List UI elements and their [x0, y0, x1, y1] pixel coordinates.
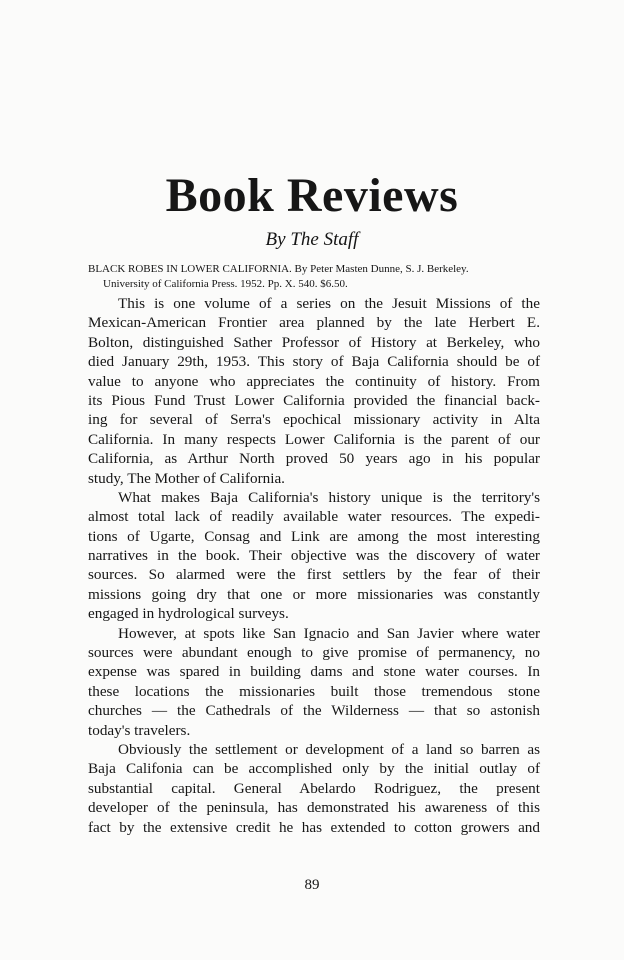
text-line: almost total lack of readily available water resources. The expedi-: [88, 508, 540, 526]
text-line: California, as Arthur North proved 50 years ago in his popular: [88, 450, 540, 468]
text-line: developer of the peninsula, has demonstrated his awareness of this: [88, 799, 540, 817]
text-line: California. In many respects Lower California is the parent of our: [88, 430, 540, 448]
text-line: sources. So alarmed were the first settlers by the fear of their: [88, 566, 540, 584]
text-line: ing for several of Serra's epochical missionary activity in Alta: [88, 411, 540, 429]
text-line: fact by the extensive credit he has extended to cotton growers and: [88, 818, 540, 836]
citation-line-1: BLACK ROBES IN LOWER CALIFORNIA. By Peter Masten Dunne, S. J. Berkeley.: [88, 263, 469, 275]
text-line: Mexican-American Frontier area planned by the late Herbert E.: [88, 314, 540, 332]
text-line: tions of Ugarte, Consag and Link are among the most interesting: [88, 527, 540, 545]
text-line: churches — the Cathedrals of the Wilderness — that so astonish: [88, 702, 540, 720]
text-line: expense was spared in building dams and stone water courses. In: [88, 663, 540, 681]
text-line: today's travelers.: [88, 721, 191, 739]
text-line: However, at spots like San Ignacio and San Javier where water: [118, 624, 540, 642]
page-number: 89: [304, 877, 320, 893]
text-line: sources were abundant enough to give promise of permanency, no: [88, 644, 540, 662]
text-line: substantial capital. General Abelardo Rodriguez, the present: [88, 779, 540, 797]
text-line: engaged in hydrological surveys.: [88, 605, 289, 623]
text-line: This is one volume of a series on the Jesuit Missions of the: [118, 295, 540, 312]
citation-line-2: University of California Press. 1952. Pp. X. 540. $6.50.: [103, 278, 348, 290]
text-line: died January 29th, 1953. This story of Baja California should be of: [88, 353, 540, 371]
byline: By The Staff: [265, 229, 359, 250]
text-line: study, The Mother of California.: [88, 469, 285, 487]
page-title: Book Reviews: [165, 169, 459, 222]
text-line: its Pious Fund Trust Lower California provided the financial back-: [88, 391, 540, 409]
text-line: value to anyone who appreciates the continuity of history. From: [88, 372, 540, 390]
text-line: missions going dry that one or more missionaries was constantly: [88, 585, 540, 603]
text-line: Obviously the settlement or development of a land so barren as: [118, 740, 540, 758]
text-line: narratives in the book. Their objective was the discovery of water: [88, 547, 540, 565]
book-citation: [88, 262, 548, 292]
review-body: [88, 294, 540, 837]
text-line: Baja Califonia can be accomplished only by the initial outlay of: [88, 760, 540, 778]
text-line: Bolton, distinguished Sather Professor of History at Berkeley, who: [88, 333, 540, 351]
text-line: What makes Baja California's history unique is the territory's: [118, 488, 540, 506]
text-line: these locations the missionaries built those tremendous stone: [88, 682, 540, 700]
